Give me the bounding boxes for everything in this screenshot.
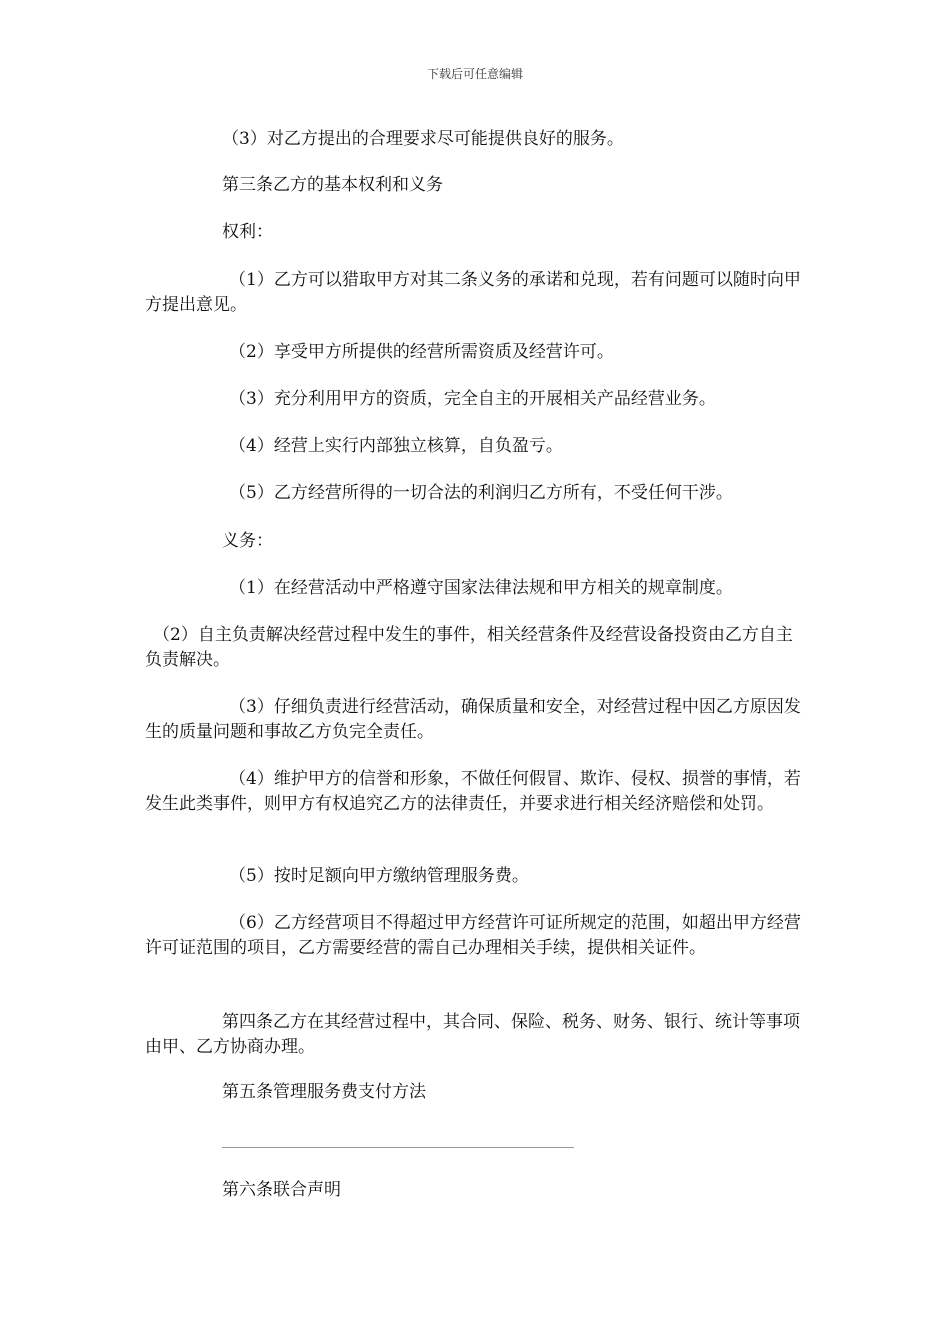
- paragraph: （2）享受甲方所提供的经营所需资质及经营许可。: [229, 342, 614, 362]
- section-heading: 第四条乙方在其经营过程中，其合同、保险、税务、财务、银行、统计等事项由甲、乙方协商办理。: [145, 1012, 800, 1057]
- paragraph: （5）乙方经营所得的一切合法的利润归乙方所有，不受任何干涉。: [229, 483, 733, 503]
- subheading: 权利：: [222, 222, 273, 242]
- paragraph: （4）经营上实行内部独立核算，自负盈亏。: [229, 436, 563, 456]
- paragraph: （4）维护甲方的信誉和形象，不做任何假冒、欺诈、侵权、损誉的事情，若发生此类事件，则甲方有权追究乙方的法律责任，并要求进行相关经济赔偿和处罚。: [145, 769, 801, 814]
- paragraph: （3）充分利用甲方的资质，完全自主的开展相关产品经营业务。: [229, 389, 716, 409]
- subheading: 义务：: [222, 531, 273, 551]
- paragraph: （2）自主负责解决经营过程中发生的事件，相关经营条件及经营设备投资由乙方自主负责解决。: [145, 625, 793, 670]
- section-heading: 第三条乙方的基本权利和义务: [222, 175, 443, 195]
- paragraph: （6）乙方经营项目不得超过甲方经营许可证所规定的范围，如超出甲方经营许可证范围的项目，乙方需要经营的需自己办理相关手续，提供相关证件。: [145, 913, 801, 958]
- blank-underline: [222, 1147, 574, 1148]
- paragraph: （3）对乙方提出的合理要求尽可能提供良好的服务。: [222, 129, 624, 149]
- paragraph: （1）在经营活动中严格遵守国家法律法规和甲方相关的规章制度。: [229, 578, 733, 598]
- section-heading: 第六条联合声明: [222, 1180, 341, 1200]
- paragraph: （5）按时足额向甲方缴纳管理服务费。: [229, 866, 529, 886]
- paragraph: （3）仔细负责进行经营活动，确保质量和安全，对经营过程中因乙方原因发生的质量问题和事故乙方负完全责任。: [145, 697, 801, 742]
- section-heading: 第五条管理服务费支付方法: [222, 1082, 426, 1102]
- paragraph: （1）乙方可以猎取甲方对其二条义务的承诺和兑现，若有问题可以随时向甲方提出意见。: [145, 270, 801, 315]
- page-header: 下载后可任意编辑: [426, 67, 523, 81]
